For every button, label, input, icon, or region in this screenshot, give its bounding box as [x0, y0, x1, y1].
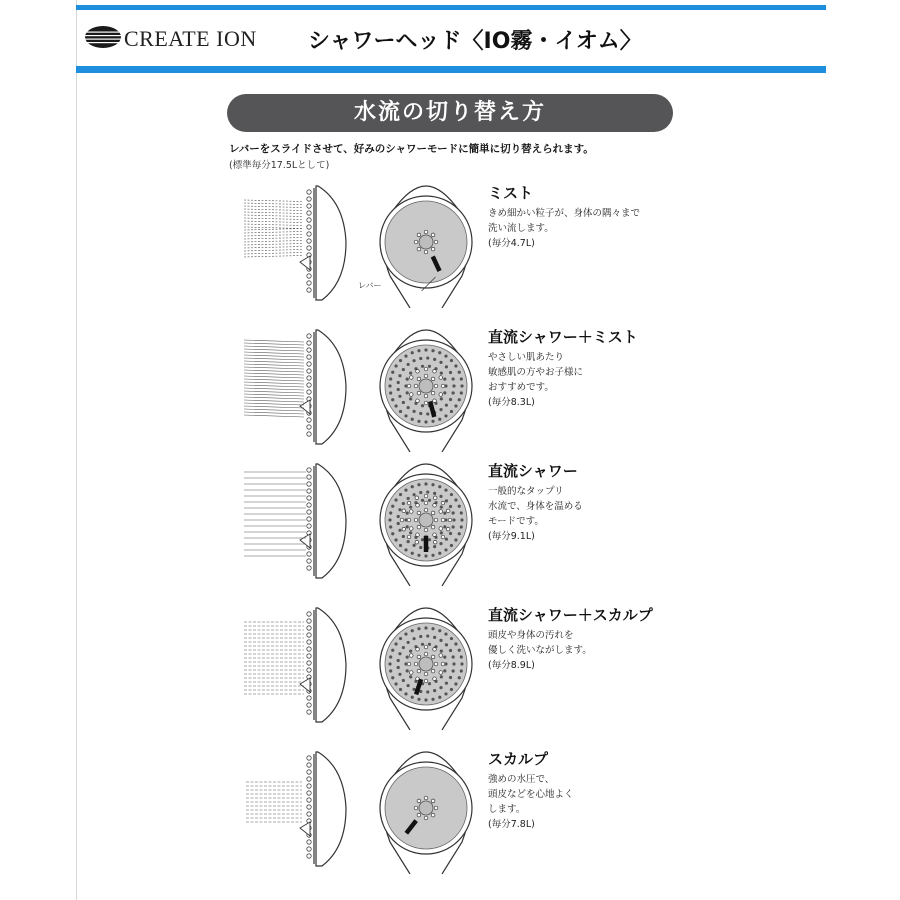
section-note: (標準毎分17.5Lとして) [229, 160, 330, 171]
mode-description [488, 628, 658, 673]
product-title: シャワーヘッド〈IO霧・イオム〉 [308, 29, 642, 54]
mode-description [488, 772, 658, 832]
mode-flow-rate: (毎分4.7L) [488, 238, 535, 249]
mode-flow-rate: (毎分8.3L) [488, 397, 535, 408]
mode-title: ミスト [488, 184, 534, 202]
mode-description-line: します。 [488, 804, 526, 815]
mode-description-line: 頭皮や身体の汚れを [488, 630, 574, 641]
brand-name: CREATE ION [124, 26, 257, 51]
shower-face-icon [370, 750, 482, 874]
mode-description [488, 484, 658, 544]
mode-description-line: モードです。 [488, 516, 544, 527]
mode-flow-rate: (毎分7.8L) [488, 819, 535, 830]
mode-block [240, 604, 680, 744]
mode-block [240, 460, 680, 600]
section-title: 水流の切り替え方 [227, 94, 673, 132]
mode-title: 直流シャワー＋ミスト [488, 328, 638, 346]
mode-description-line: 水流で、身体を温める [488, 501, 583, 512]
mode-description-line: 頭皮などを心地よく [488, 789, 574, 800]
create-ion-logo-icon [84, 25, 122, 49]
shower-side-view-icon [240, 460, 352, 580]
mode-description-line: きめ細かい粒子が、身体の隅々まで [488, 208, 641, 219]
lever-label: レバー [358, 281, 382, 290]
mode-block [240, 326, 680, 466]
mode-description-line: 一般的なタップリ [488, 486, 564, 497]
mode-title: 直流シャワー [488, 462, 578, 480]
mode-flow-rate: (毎分9.1L) [488, 531, 535, 542]
header [80, 12, 820, 64]
shower-side-view-icon [240, 182, 352, 302]
mode-description-line: 敏感肌の方やお子様に [488, 367, 584, 378]
header-bottom-bar [76, 66, 826, 73]
mode-title: スカルプ [488, 750, 549, 768]
section-intro: レバーをスライドさせて、好みのシャワーモードに簡単に切り替えられます。 [229, 143, 594, 155]
shower-face-icon [370, 462, 482, 586]
mode-description [488, 350, 658, 410]
mode-block [240, 748, 680, 888]
mode-description [488, 206, 658, 251]
shower-face-icon [370, 328, 482, 452]
page-left-rule [76, 0, 77, 900]
shower-face-icon [370, 606, 482, 730]
mode-description-line: やさしい肌あたり [488, 352, 565, 363]
shower-side-view-icon [240, 326, 352, 446]
mode-title: 直流シャワー＋スカルプ [488, 606, 653, 624]
header-top-bar [76, 5, 826, 10]
shower-face-icon [370, 184, 482, 308]
mode-description-line: 強めの水圧で、 [488, 774, 555, 785]
shower-side-view-icon [240, 604, 352, 724]
mode-description-line: 優しく洗いながします。 [488, 645, 592, 656]
shower-side-view-icon [240, 748, 352, 868]
mode-description-line: 洗い流します。 [488, 223, 554, 234]
mode-description-line: おすすめです。 [488, 382, 554, 393]
mode-flow-rate: (毎分8.9L) [488, 660, 535, 671]
mode-block [240, 182, 680, 322]
